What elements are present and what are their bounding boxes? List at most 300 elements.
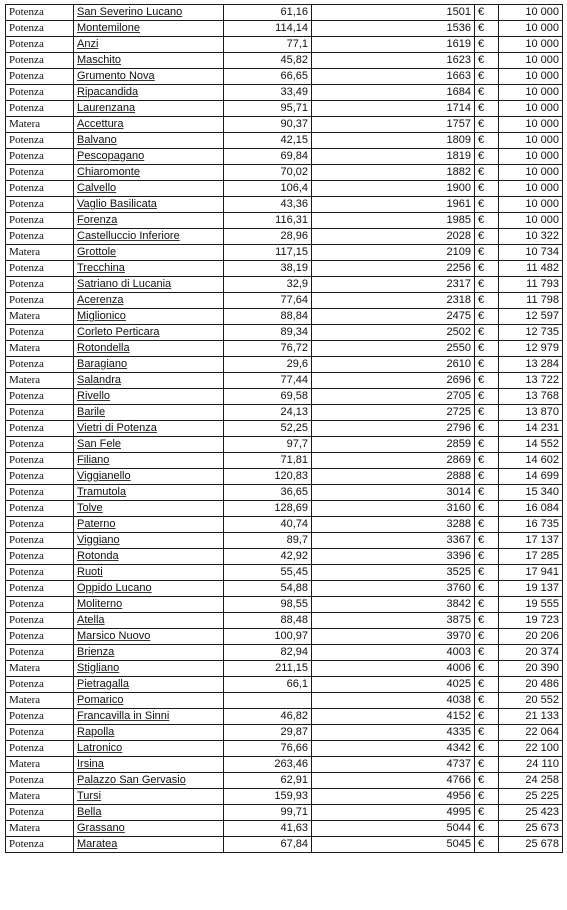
currency-cell: € [475, 821, 499, 837]
amount-cell: 12 979 [499, 341, 563, 357]
comune-cell: Francavilla in Sinni [74, 709, 224, 725]
amount-cell: 13 284 [499, 357, 563, 373]
table-row [6, 69, 563, 85]
amount-cell: 17 285 [499, 549, 563, 565]
amount-cell: 11 482 [499, 261, 563, 277]
province-cell: Potenza [6, 405, 74, 421]
province-cell: Potenza [6, 533, 74, 549]
area-cell: 211,15 [224, 661, 312, 677]
amount-cell: 25 678 [499, 837, 563, 853]
currency-cell: € [475, 629, 499, 645]
province-cell: Potenza [6, 741, 74, 757]
table-row [6, 53, 563, 69]
province-cell: Potenza [6, 197, 74, 213]
area-cell: 24,13 [224, 405, 312, 421]
amount-cell: 10 000 [499, 133, 563, 149]
population-cell: 2696 [312, 373, 475, 389]
province-cell: Potenza [6, 437, 74, 453]
comune-cell: Tramutola [74, 485, 224, 501]
province-cell: Potenza [6, 597, 74, 613]
currency-cell: € [475, 21, 499, 37]
table-row [6, 501, 563, 517]
table-row [6, 661, 563, 677]
currency-cell: € [475, 789, 499, 805]
area-cell: 97,7 [224, 437, 312, 453]
table-row [6, 581, 563, 597]
table-row [6, 277, 563, 293]
population-cell: 1900 [312, 181, 475, 197]
province-cell: Potenza [6, 37, 74, 53]
population-cell: 3760 [312, 581, 475, 597]
currency-cell: € [475, 725, 499, 741]
population-cell: 3288 [312, 517, 475, 533]
province-cell: Potenza [6, 773, 74, 789]
population-cell: 4152 [312, 709, 475, 725]
currency-cell: € [475, 741, 499, 757]
currency-cell: € [475, 565, 499, 581]
population-cell: 2318 [312, 293, 475, 309]
comune-cell: Pietragalla [74, 677, 224, 693]
amount-cell: 16 084 [499, 501, 563, 517]
province-cell: Potenza [6, 453, 74, 469]
currency-cell: € [475, 197, 499, 213]
amount-cell: 10 000 [499, 213, 563, 229]
population-cell: 4766 [312, 773, 475, 789]
table-row [6, 37, 563, 53]
amount-cell: 25 673 [499, 821, 563, 837]
amount-cell: 15 340 [499, 485, 563, 501]
currency-cell: € [475, 85, 499, 101]
amount-cell: 20 374 [499, 645, 563, 661]
comune-cell: Rapolla [74, 725, 224, 741]
currency-cell: € [475, 405, 499, 421]
amount-cell: 10 000 [499, 149, 563, 165]
population-cell: 2256 [312, 261, 475, 277]
province-cell: Matera [6, 309, 74, 325]
table-row [6, 805, 563, 821]
province-cell: Potenza [6, 53, 74, 69]
amount-cell: 11 793 [499, 277, 563, 293]
province-cell: Matera [6, 117, 74, 133]
comune-cell: Viggiano [74, 533, 224, 549]
province-cell: Potenza [6, 213, 74, 229]
province-cell: Matera [6, 693, 74, 709]
comune-cell: Palazzo San Gervasio [74, 773, 224, 789]
currency-cell: € [475, 517, 499, 533]
area-cell: 88,84 [224, 309, 312, 325]
area-cell: 82,94 [224, 645, 312, 661]
comune-cell: Filiano [74, 453, 224, 469]
area-cell: 46,82 [224, 709, 312, 725]
area-cell: 66,65 [224, 69, 312, 85]
amount-cell: 12 597 [499, 309, 563, 325]
area-cell: 40,74 [224, 517, 312, 533]
comune-cell: Rotonda [74, 549, 224, 565]
province-cell: Potenza [6, 85, 74, 101]
population-cell: 2705 [312, 389, 475, 405]
amount-cell: 10 000 [499, 197, 563, 213]
province-cell: Potenza [6, 293, 74, 309]
table-row [6, 293, 563, 309]
province-cell: Potenza [6, 581, 74, 597]
population-cell: 2869 [312, 453, 475, 469]
amount-cell: 10 000 [499, 117, 563, 133]
comune-cell: Grottole [74, 245, 224, 261]
comune-cell: Paterno [74, 517, 224, 533]
table-row [6, 709, 563, 725]
table-row [6, 229, 563, 245]
comune-cell: Balvano [74, 133, 224, 149]
area-cell: 106,4 [224, 181, 312, 197]
population-cell: 1819 [312, 149, 475, 165]
area-cell: 67,84 [224, 837, 312, 853]
amount-cell: 19 723 [499, 613, 563, 629]
amount-cell: 10 000 [499, 69, 563, 85]
population-cell: 3970 [312, 629, 475, 645]
province-cell: Potenza [6, 677, 74, 693]
province-cell: Potenza [6, 613, 74, 629]
province-cell: Potenza [6, 645, 74, 661]
currency-cell: € [475, 709, 499, 725]
table-row [6, 405, 563, 421]
table-row [6, 261, 563, 277]
amount-cell: 21 133 [499, 709, 563, 725]
area-cell: 70,02 [224, 165, 312, 181]
comune-cell: Tolve [74, 501, 224, 517]
population-cell: 4038 [312, 693, 475, 709]
comune-cell: Grassano [74, 821, 224, 837]
comune-cell: Forenza [74, 213, 224, 229]
area-cell: 159,93 [224, 789, 312, 805]
comune-cell: Maschito [74, 53, 224, 69]
currency-cell: € [475, 501, 499, 517]
province-cell: Potenza [6, 837, 74, 853]
comune-cell: Maratea [74, 837, 224, 853]
population-cell: 1882 [312, 165, 475, 181]
currency-cell: € [475, 469, 499, 485]
table-row [6, 421, 563, 437]
comune-cell: Latronico [74, 741, 224, 757]
currency-cell: € [475, 805, 499, 821]
currency-cell: € [475, 133, 499, 149]
table-row [6, 117, 563, 133]
comune-cell: Laurenzana [74, 101, 224, 117]
table-row [6, 645, 563, 661]
province-cell: Potenza [6, 549, 74, 565]
currency-cell: € [475, 757, 499, 773]
table-row [6, 693, 563, 709]
area-cell: 100,97 [224, 629, 312, 645]
amount-cell: 13 870 [499, 405, 563, 421]
population-cell: 4025 [312, 677, 475, 693]
area-cell: 42,15 [224, 133, 312, 149]
currency-cell: € [475, 5, 499, 21]
table-row [6, 213, 563, 229]
currency-cell: € [475, 101, 499, 117]
amount-cell: 22 100 [499, 741, 563, 757]
amount-cell: 10 322 [499, 229, 563, 245]
province-cell: Potenza [6, 133, 74, 149]
province-cell: Potenza [6, 805, 74, 821]
population-cell: 1663 [312, 69, 475, 85]
comune-cell: Baragiano [74, 357, 224, 373]
table-row [6, 773, 563, 789]
area-cell: 36,65 [224, 485, 312, 501]
province-cell: Potenza [6, 5, 74, 21]
population-cell: 2610 [312, 357, 475, 373]
currency-cell: € [475, 389, 499, 405]
comune-cell: Corleto Perticara [74, 325, 224, 341]
currency-cell: € [475, 277, 499, 293]
currency-cell: € [475, 549, 499, 565]
amount-cell: 10 000 [499, 53, 563, 69]
currency-cell: € [475, 837, 499, 853]
area-cell: 95,71 [224, 101, 312, 117]
table-row [6, 837, 563, 853]
province-cell: Matera [6, 757, 74, 773]
population-cell: 1501 [312, 5, 475, 21]
area-cell: 120,83 [224, 469, 312, 485]
currency-cell: € [475, 373, 499, 389]
province-cell: Potenza [6, 261, 74, 277]
population-cell: 1985 [312, 213, 475, 229]
area-cell: 38,19 [224, 261, 312, 277]
comune-cell: Calvello [74, 181, 224, 197]
table-row [6, 725, 563, 741]
area-cell: 77,44 [224, 373, 312, 389]
comune-cell: Acerenza [74, 293, 224, 309]
province-cell: Potenza [6, 357, 74, 373]
population-cell: 5045 [312, 837, 475, 853]
population-cell: 3396 [312, 549, 475, 565]
table-row [6, 517, 563, 533]
table-row [6, 485, 563, 501]
table-row [6, 197, 563, 213]
comune-cell: Trecchina [74, 261, 224, 277]
province-cell: Matera [6, 341, 74, 357]
currency-cell: € [475, 117, 499, 133]
amount-cell: 10 000 [499, 181, 563, 197]
amount-cell: 13 768 [499, 389, 563, 405]
table-row [6, 821, 563, 837]
amount-cell: 14 231 [499, 421, 563, 437]
area-cell: 128,69 [224, 501, 312, 517]
amount-cell: 14 552 [499, 437, 563, 453]
amount-cell: 24 110 [499, 757, 563, 773]
area-cell: 77,1 [224, 37, 312, 53]
population-cell: 3525 [312, 565, 475, 581]
province-cell: Potenza [6, 69, 74, 85]
currency-cell: € [475, 645, 499, 661]
population-cell: 3014 [312, 485, 475, 501]
area-cell: 43,36 [224, 197, 312, 213]
table-row [6, 453, 563, 469]
comune-cell: Barile [74, 405, 224, 421]
municipalities-table [5, 4, 563, 853]
amount-cell: 22 064 [499, 725, 563, 741]
comune-cell: Accettura [74, 117, 224, 133]
currency-cell: € [475, 693, 499, 709]
population-cell: 1714 [312, 101, 475, 117]
area-cell: 28,96 [224, 229, 312, 245]
table-row [6, 373, 563, 389]
comune-cell: Tursi [74, 789, 224, 805]
population-cell: 4995 [312, 805, 475, 821]
table-body [6, 5, 563, 853]
table-row [6, 165, 563, 181]
comune-cell: Rivello [74, 389, 224, 405]
population-cell: 3160 [312, 501, 475, 517]
population-cell: 3875 [312, 613, 475, 629]
comune-cell: Oppido Lucano [74, 581, 224, 597]
table-row [6, 181, 563, 197]
area-cell: 52,25 [224, 421, 312, 437]
table-row [6, 309, 563, 325]
population-cell: 4335 [312, 725, 475, 741]
amount-cell: 14 602 [499, 453, 563, 469]
province-cell: Potenza [6, 709, 74, 725]
amount-cell: 17 137 [499, 533, 563, 549]
amount-cell: 19 137 [499, 581, 563, 597]
province-cell: Potenza [6, 565, 74, 581]
population-cell: 5044 [312, 821, 475, 837]
province-cell: Potenza [6, 485, 74, 501]
table-row [6, 549, 563, 565]
table-row [6, 85, 563, 101]
table-row [6, 21, 563, 37]
currency-cell: € [475, 773, 499, 789]
currency-cell: € [475, 357, 499, 373]
amount-cell: 25 225 [499, 789, 563, 805]
area-cell: 77,64 [224, 293, 312, 309]
province-cell: Matera [6, 373, 74, 389]
population-cell: 3367 [312, 533, 475, 549]
comune-cell: Stigliano [74, 661, 224, 677]
currency-cell: € [475, 453, 499, 469]
population-cell: 1757 [312, 117, 475, 133]
table-row [6, 5, 563, 21]
population-cell: 1961 [312, 197, 475, 213]
area-cell: 42,92 [224, 549, 312, 565]
amount-cell: 13 722 [499, 373, 563, 389]
comune-cell: Vietri di Potenza [74, 421, 224, 437]
province-cell: Potenza [6, 325, 74, 341]
population-cell: 4006 [312, 661, 475, 677]
table-row [6, 629, 563, 645]
population-cell: 4737 [312, 757, 475, 773]
currency-cell: € [475, 261, 499, 277]
comune-cell: Atella [74, 613, 224, 629]
province-cell: Matera [6, 661, 74, 677]
amount-cell: 10 000 [499, 165, 563, 181]
population-cell: 4342 [312, 741, 475, 757]
currency-cell: € [475, 309, 499, 325]
amount-cell: 19 555 [499, 597, 563, 613]
province-cell: Potenza [6, 725, 74, 741]
amount-cell: 10 000 [499, 85, 563, 101]
comune-cell: Bella [74, 805, 224, 821]
comune-cell: Vaglio Basilicata [74, 197, 224, 213]
amount-cell: 10 000 [499, 21, 563, 37]
area-cell: 69,58 [224, 389, 312, 405]
table-row [6, 469, 563, 485]
area-cell: 90,37 [224, 117, 312, 133]
amount-cell: 25 423 [499, 805, 563, 821]
population-cell: 2888 [312, 469, 475, 485]
comune-cell: Chiaromonte [74, 165, 224, 181]
amount-cell: 10 000 [499, 101, 563, 117]
amount-cell: 20 552 [499, 693, 563, 709]
table-row [6, 613, 563, 629]
table-row [6, 565, 563, 581]
area-cell [224, 693, 312, 709]
amount-cell: 20 390 [499, 661, 563, 677]
currency-cell: € [475, 229, 499, 245]
comune-cell: Grumento Nova [74, 69, 224, 85]
area-cell: 61,16 [224, 5, 312, 21]
amount-cell: 10 000 [499, 5, 563, 21]
comune-cell: Montemilone [74, 21, 224, 37]
province-cell: Potenza [6, 517, 74, 533]
comune-cell: Viggianello [74, 469, 224, 485]
area-cell: 41,63 [224, 821, 312, 837]
currency-cell: € [475, 597, 499, 613]
currency-cell: € [475, 613, 499, 629]
province-cell: Potenza [6, 101, 74, 117]
table-row [6, 357, 563, 373]
area-cell: 29,87 [224, 725, 312, 741]
population-cell: 2550 [312, 341, 475, 357]
area-cell: 76,72 [224, 341, 312, 357]
comune-cell: Irsina [74, 757, 224, 773]
comune-cell: Moliterno [74, 597, 224, 613]
currency-cell: € [475, 53, 499, 69]
comune-cell: San Severino Lucano [74, 5, 224, 21]
amount-cell: 20 206 [499, 629, 563, 645]
amount-cell: 20 486 [499, 677, 563, 693]
currency-cell: € [475, 437, 499, 453]
table-row [6, 677, 563, 693]
area-cell: 32,9 [224, 277, 312, 293]
table-row [6, 245, 563, 261]
currency-cell: € [475, 421, 499, 437]
area-cell: 66,1 [224, 677, 312, 693]
currency-cell: € [475, 293, 499, 309]
comune-cell: Marsico Nuovo [74, 629, 224, 645]
area-cell: 98,55 [224, 597, 312, 613]
province-cell: Potenza [6, 277, 74, 293]
table-row [6, 101, 563, 117]
population-cell: 1623 [312, 53, 475, 69]
amount-cell: 16 735 [499, 517, 563, 533]
province-cell: Potenza [6, 469, 74, 485]
population-cell: 3842 [312, 597, 475, 613]
population-cell: 4003 [312, 645, 475, 661]
amount-cell: 12 735 [499, 325, 563, 341]
table-row [6, 533, 563, 549]
comune-cell: Salandra [74, 373, 224, 389]
comune-cell: Ripacandida [74, 85, 224, 101]
comune-cell: Rotondella [74, 341, 224, 357]
province-cell: Potenza [6, 629, 74, 645]
population-cell: 1619 [312, 37, 475, 53]
area-cell: 54,88 [224, 581, 312, 597]
population-cell: 2028 [312, 229, 475, 245]
area-cell: 76,66 [224, 741, 312, 757]
province-cell: Potenza [6, 21, 74, 37]
area-cell: 29,6 [224, 357, 312, 373]
currency-cell: € [475, 181, 499, 197]
